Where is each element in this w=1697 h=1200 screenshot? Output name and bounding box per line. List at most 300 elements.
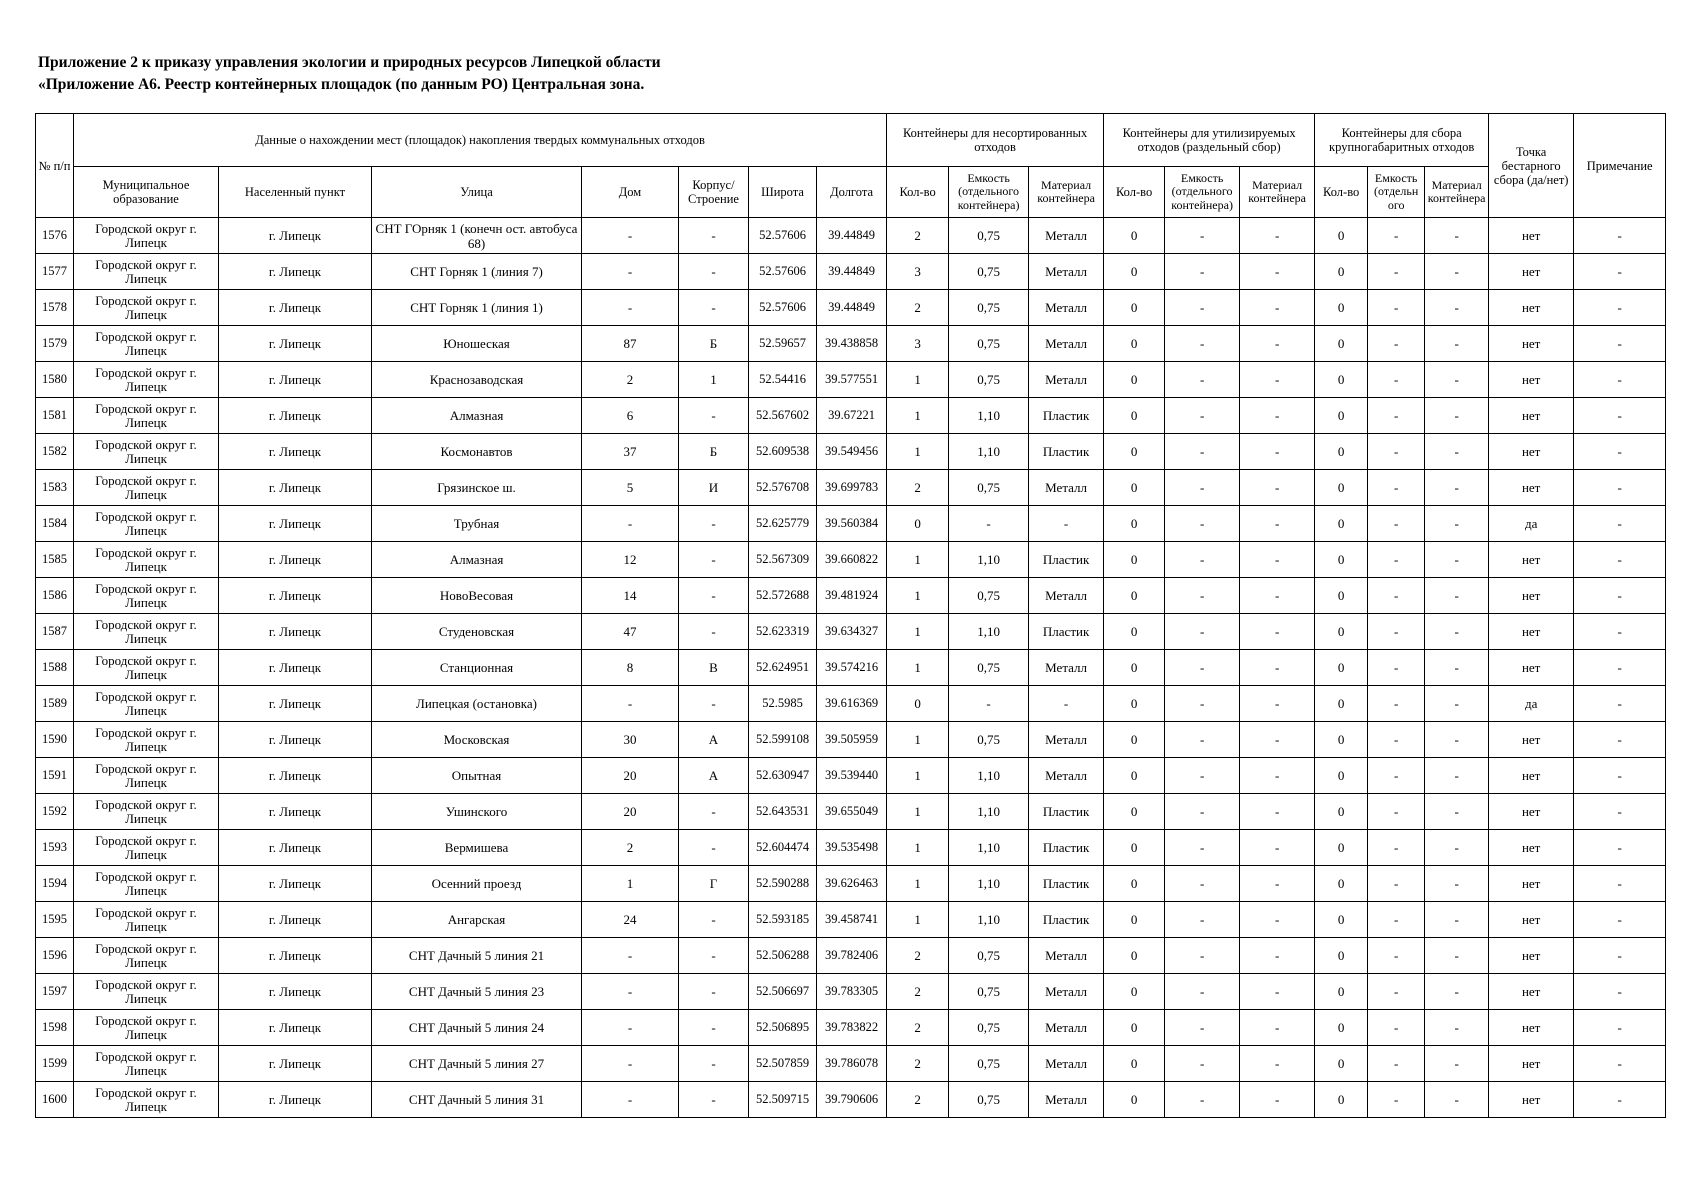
cell-bagless-point: да: [1489, 686, 1574, 722]
cell-building: И: [679, 470, 749, 506]
table-row: [36, 218, 1666, 254]
table-row: [36, 974, 1666, 1010]
cell-bagless-point: нет: [1489, 722, 1574, 758]
cell-municipality: Городской округ г. Липецк: [74, 578, 219, 614]
cell-unsorted-capacity: 0,75: [949, 578, 1029, 614]
cell-bagless-point: нет: [1489, 1082, 1574, 1118]
header-latitude: Широта: [749, 167, 817, 218]
cell-longitude: 39.44849: [817, 218, 887, 254]
cell-recyclable-capacity: -: [1165, 218, 1240, 254]
header-building: Корпус/ Строение: [679, 167, 749, 218]
cell-unsorted-material: -: [1029, 506, 1104, 542]
cell-latitude: 52.509715: [749, 1082, 817, 1118]
table-row: [36, 866, 1666, 902]
document-title: [38, 52, 661, 96]
cell-settlement: г. Липецк: [219, 506, 372, 542]
cell-latitude: 52.625779: [749, 506, 817, 542]
cell-street: Алмазная: [372, 542, 582, 578]
cell-bulky-qty: 0: [1315, 1046, 1368, 1082]
cell-bulky-qty: 0: [1315, 218, 1368, 254]
cell-unsorted-qty: 2: [887, 290, 949, 326]
cell-latitude: 52.567602: [749, 398, 817, 434]
cell-bulky-material: -: [1425, 974, 1489, 1010]
cell-bagless-point: нет: [1489, 1046, 1574, 1082]
cell-longitude: 39.782406: [817, 938, 887, 974]
cell-note: -: [1574, 362, 1666, 398]
cell-unsorted-qty: 1: [887, 362, 949, 398]
cell-municipality: Городской округ г. Липецк: [74, 506, 219, 542]
cell-bulky-qty: 0: [1315, 686, 1368, 722]
cell-latitude: 52.604474: [749, 830, 817, 866]
cell-note: -: [1574, 866, 1666, 902]
cell-note: -: [1574, 578, 1666, 614]
cell-recyclable-capacity: -: [1165, 1046, 1240, 1082]
cell-bulky-qty: 0: [1315, 794, 1368, 830]
cell-settlement: г. Липецк: [219, 398, 372, 434]
cell-recyclable-capacity: -: [1165, 866, 1240, 902]
cell-building: Г: [679, 866, 749, 902]
cell-bagless-point: нет: [1489, 254, 1574, 290]
cell-row-num: 1597: [36, 974, 74, 1010]
cell-unsorted-qty: 1: [887, 434, 949, 470]
cell-house: -: [582, 506, 679, 542]
cell-unsorted-material: Металл: [1029, 650, 1104, 686]
cell-bulky-capacity: -: [1368, 974, 1425, 1010]
cell-unsorted-material: Металл: [1029, 758, 1104, 794]
cell-house: -: [582, 290, 679, 326]
header-note: Примечание: [1574, 114, 1666, 218]
cell-unsorted-qty: 1: [887, 866, 949, 902]
cell-house: -: [582, 938, 679, 974]
cell-bagless-point: нет: [1489, 830, 1574, 866]
cell-bulky-material: -: [1425, 794, 1489, 830]
table-row: [36, 650, 1666, 686]
cell-street: СНТ Горняк 1 (линия 7): [372, 254, 582, 290]
cell-bulky-material: -: [1425, 506, 1489, 542]
cell-recyclable-qty: 0: [1104, 218, 1165, 254]
cell-bulky-qty: 0: [1315, 830, 1368, 866]
cell-row-num: 1581: [36, 398, 74, 434]
cell-row-num: 1577: [36, 254, 74, 290]
cell-house: 24: [582, 902, 679, 938]
cell-note: -: [1574, 326, 1666, 362]
cell-bulky-qty: 0: [1315, 542, 1368, 578]
cell-recyclable-qty: 0: [1104, 290, 1165, 326]
cell-latitude: 52.630947: [749, 758, 817, 794]
cell-unsorted-qty: 1: [887, 542, 949, 578]
cell-longitude: 39.699783: [817, 470, 887, 506]
cell-unsorted-capacity: 1,10: [949, 434, 1029, 470]
cell-note: -: [1574, 614, 1666, 650]
cell-recyclable-material: -: [1240, 722, 1315, 758]
cell-recyclable-qty: 0: [1104, 470, 1165, 506]
cell-building: -: [679, 1046, 749, 1082]
cell-recyclable-material: -: [1240, 902, 1315, 938]
cell-settlement: г. Липецк: [219, 290, 372, 326]
cell-recyclable-material: -: [1240, 362, 1315, 398]
cell-recyclable-capacity: -: [1165, 362, 1240, 398]
header-location-group: Данные о нахождении мест (площадок) накопления твердых коммунальных отходов: [74, 114, 887, 167]
cell-municipality: Городской округ г. Липецк: [74, 398, 219, 434]
cell-unsorted-capacity: 0,75: [949, 1082, 1029, 1118]
cell-bulky-material: -: [1425, 434, 1489, 470]
cell-bulky-qty: 0: [1315, 1010, 1368, 1046]
cell-note: -: [1574, 722, 1666, 758]
header-num: № п/п: [36, 114, 74, 218]
cell-recyclable-capacity: -: [1165, 902, 1240, 938]
table-row: [36, 470, 1666, 506]
cell-municipality: Городской округ г. Липецк: [74, 434, 219, 470]
table-row: [36, 326, 1666, 362]
cell-bagless-point: нет: [1489, 866, 1574, 902]
cell-house: 1: [582, 866, 679, 902]
cell-note: -: [1574, 902, 1666, 938]
cell-street: Вермишева: [372, 830, 582, 866]
cell-latitude: 52.623319: [749, 614, 817, 650]
cell-recyclable-capacity: -: [1165, 290, 1240, 326]
cell-row-num: 1590: [36, 722, 74, 758]
table-header: [36, 114, 1666, 218]
cell-house: 30: [582, 722, 679, 758]
cell-bulky-material: -: [1425, 938, 1489, 974]
cell-building: -: [679, 614, 749, 650]
header-street: Улица: [372, 167, 582, 218]
cell-longitude: 39.535498: [817, 830, 887, 866]
cell-street: СНТ Дачный 5 линия 27: [372, 1046, 582, 1082]
cell-bulky-material: -: [1425, 254, 1489, 290]
cell-unsorted-material: Металл: [1029, 578, 1104, 614]
cell-street: Краснозаводская: [372, 362, 582, 398]
cell-building: А: [679, 758, 749, 794]
cell-building: -: [679, 542, 749, 578]
cell-recyclable-qty: 0: [1104, 1010, 1165, 1046]
cell-bulky-capacity: -: [1368, 794, 1425, 830]
cell-bulky-capacity: -: [1368, 218, 1425, 254]
cell-latitude: 52.624951: [749, 650, 817, 686]
cell-unsorted-capacity: 1,10: [949, 614, 1029, 650]
cell-note: -: [1574, 542, 1666, 578]
header-house: Дом: [582, 167, 679, 218]
cell-recyclable-material: -: [1240, 830, 1315, 866]
cell-recyclable-capacity: -: [1165, 758, 1240, 794]
cell-settlement: г. Липецк: [219, 470, 372, 506]
cell-bulky-qty: 0: [1315, 398, 1368, 434]
cell-unsorted-material: Металл: [1029, 290, 1104, 326]
cell-longitude: 39.539440: [817, 758, 887, 794]
table-row: [36, 578, 1666, 614]
cell-settlement: г. Липецк: [219, 866, 372, 902]
cell-street: СНТ Горняк 1 (линия 1): [372, 290, 582, 326]
cell-unsorted-material: Металл: [1029, 1010, 1104, 1046]
cell-building: -: [679, 830, 749, 866]
header-recyclable-capacity: Емкость (отдельного контейнера): [1165, 167, 1240, 218]
cell-longitude: 39.790606: [817, 1082, 887, 1118]
cell-municipality: Городской округ г. Липецк: [74, 542, 219, 578]
cell-bulky-capacity: -: [1368, 398, 1425, 434]
cell-building: -: [679, 938, 749, 974]
cell-street: Осенний проезд: [372, 866, 582, 902]
cell-settlement: г. Липецк: [219, 362, 372, 398]
cell-municipality: Городской округ г. Липецк: [74, 1010, 219, 1046]
cell-unsorted-capacity: -: [949, 506, 1029, 542]
cell-house: 87: [582, 326, 679, 362]
cell-recyclable-capacity: -: [1165, 470, 1240, 506]
cell-recyclable-material: -: [1240, 938, 1315, 974]
cell-unsorted-capacity: 1,10: [949, 866, 1029, 902]
cell-house: -: [582, 1046, 679, 1082]
cell-longitude: 39.574216: [817, 650, 887, 686]
cell-recyclable-material: -: [1240, 290, 1315, 326]
cell-recyclable-capacity: -: [1165, 506, 1240, 542]
cell-recyclable-qty: 0: [1104, 578, 1165, 614]
cell-unsorted-material: Металл: [1029, 470, 1104, 506]
cell-unsorted-qty: 1: [887, 902, 949, 938]
cell-longitude: 39.438858: [817, 326, 887, 362]
cell-unsorted-qty: 1: [887, 650, 949, 686]
cell-bulky-capacity: -: [1368, 542, 1425, 578]
cell-bulky-capacity: -: [1368, 938, 1425, 974]
cell-bulky-qty: 0: [1315, 614, 1368, 650]
cell-bulky-capacity: -: [1368, 434, 1425, 470]
cell-house: 2: [582, 362, 679, 398]
cell-bulky-capacity: -: [1368, 1046, 1425, 1082]
cell-bulky-capacity: -: [1368, 830, 1425, 866]
cell-bulky-capacity: -: [1368, 1010, 1425, 1046]
cell-bulky-capacity: -: [1368, 362, 1425, 398]
cell-settlement: г. Липецк: [219, 1082, 372, 1118]
cell-settlement: г. Липецк: [219, 614, 372, 650]
cell-unsorted-capacity: 0,75: [949, 938, 1029, 974]
cell-unsorted-material: Пластик: [1029, 902, 1104, 938]
cell-bagless-point: нет: [1489, 470, 1574, 506]
cell-unsorted-material: Пластик: [1029, 542, 1104, 578]
cell-street: СНТ Дачный 5 линия 31: [372, 1082, 582, 1118]
cell-bagless-point: нет: [1489, 1010, 1574, 1046]
cell-unsorted-qty: 2: [887, 938, 949, 974]
cell-bulky-qty: 0: [1315, 1082, 1368, 1118]
cell-longitude: 39.481924: [817, 578, 887, 614]
cell-recyclable-qty: 0: [1104, 506, 1165, 542]
cell-recyclable-material: -: [1240, 578, 1315, 614]
cell-note: -: [1574, 1046, 1666, 1082]
cell-bulky-qty: 0: [1315, 938, 1368, 974]
cell-latitude: 52.507859: [749, 1046, 817, 1082]
cell-bulky-material: -: [1425, 650, 1489, 686]
cell-house: 12: [582, 542, 679, 578]
cell-recyclable-capacity: -: [1165, 326, 1240, 362]
container-sites-registry-table: [35, 113, 1666, 1118]
cell-recyclable-qty: 0: [1104, 686, 1165, 722]
cell-longitude: 39.783822: [817, 1010, 887, 1046]
cell-recyclable-capacity: -: [1165, 578, 1240, 614]
cell-municipality: Городской округ г. Липецк: [74, 470, 219, 506]
cell-street: Юношеская: [372, 326, 582, 362]
cell-recyclable-material: -: [1240, 254, 1315, 290]
cell-unsorted-capacity: -: [949, 686, 1029, 722]
cell-latitude: 52.54416: [749, 362, 817, 398]
cell-recyclable-material: -: [1240, 434, 1315, 470]
cell-street: Станционная: [372, 650, 582, 686]
cell-house: -: [582, 974, 679, 1010]
cell-bulky-capacity: -: [1368, 650, 1425, 686]
cell-bagless-point: да: [1489, 506, 1574, 542]
cell-bulky-capacity: -: [1368, 470, 1425, 506]
cell-recyclable-qty: 0: [1104, 254, 1165, 290]
cell-settlement: г. Липецк: [219, 1046, 372, 1082]
cell-bagless-point: нет: [1489, 938, 1574, 974]
cell-latitude: 52.506697: [749, 974, 817, 1010]
cell-bulky-capacity: -: [1368, 758, 1425, 794]
table-row: [36, 830, 1666, 866]
cell-unsorted-material: Металл: [1029, 218, 1104, 254]
table-row: [36, 362, 1666, 398]
cell-building: -: [679, 1082, 749, 1118]
cell-street: Ушинского: [372, 794, 582, 830]
cell-recyclable-material: -: [1240, 542, 1315, 578]
cell-settlement: г. Липецк: [219, 578, 372, 614]
cell-municipality: Городской округ г. Липецк: [74, 722, 219, 758]
table-row: [36, 938, 1666, 974]
cell-unsorted-qty: 2: [887, 974, 949, 1010]
header-longitude: Долгота: [817, 167, 887, 218]
cell-street: Московская: [372, 722, 582, 758]
cell-municipality: Городской округ г. Липецк: [74, 830, 219, 866]
cell-bulky-material: -: [1425, 1082, 1489, 1118]
cell-bulky-qty: 0: [1315, 434, 1368, 470]
table-row: [36, 1010, 1666, 1046]
cell-municipality: Городской округ г. Липецк: [74, 290, 219, 326]
cell-note: -: [1574, 1082, 1666, 1118]
cell-longitude: 39.560384: [817, 506, 887, 542]
header-settlement: Населенный пункт: [219, 167, 372, 218]
cell-settlement: г. Липецк: [219, 938, 372, 974]
cell-row-num: 1589: [36, 686, 74, 722]
cell-recyclable-capacity: -: [1165, 1082, 1240, 1118]
cell-note: -: [1574, 254, 1666, 290]
cell-street: СНТ Дачный 5 линия 23: [372, 974, 582, 1010]
cell-street: Студеновская: [372, 614, 582, 650]
cell-recyclable-qty: 0: [1104, 614, 1165, 650]
cell-recyclable-material: -: [1240, 650, 1315, 686]
cell-latitude: 52.567309: [749, 542, 817, 578]
cell-longitude: 39.660822: [817, 542, 887, 578]
cell-row-num: 1580: [36, 362, 74, 398]
cell-house: 47: [582, 614, 679, 650]
cell-settlement: г. Липецк: [219, 830, 372, 866]
cell-unsorted-qty: 1: [887, 758, 949, 794]
cell-municipality: Городской округ г. Липецк: [74, 650, 219, 686]
cell-recyclable-capacity: -: [1165, 614, 1240, 650]
cell-house: 6: [582, 398, 679, 434]
cell-unsorted-qty: 3: [887, 254, 949, 290]
cell-bulky-material: -: [1425, 578, 1489, 614]
cell-municipality: Городской округ г. Липецк: [74, 758, 219, 794]
cell-house: 5: [582, 470, 679, 506]
cell-bulky-material: -: [1425, 290, 1489, 326]
cell-bulky-qty: 0: [1315, 470, 1368, 506]
title-line-1: Приложение 2 к приказу управления экологии и природных ресурсов Липецкой области: [38, 54, 661, 71]
cell-unsorted-capacity: 0,75: [949, 1010, 1029, 1046]
cell-recyclable-material: -: [1240, 614, 1315, 650]
cell-note: -: [1574, 686, 1666, 722]
cell-building: -: [679, 902, 749, 938]
cell-note: -: [1574, 506, 1666, 542]
cell-longitude: 39.458741: [817, 902, 887, 938]
cell-unsorted-capacity: 0,75: [949, 290, 1029, 326]
cell-longitude: 39.626463: [817, 866, 887, 902]
cell-latitude: 52.57606: [749, 290, 817, 326]
cell-recyclable-material: -: [1240, 218, 1315, 254]
cell-bulky-capacity: -: [1368, 1082, 1425, 1118]
cell-recyclable-qty: 0: [1104, 830, 1165, 866]
cell-row-num: 1587: [36, 614, 74, 650]
cell-settlement: г. Липецк: [219, 1010, 372, 1046]
cell-bulky-qty: 0: [1315, 578, 1368, 614]
cell-recyclable-material: -: [1240, 506, 1315, 542]
cell-unsorted-qty: 0: [887, 686, 949, 722]
cell-street: СНТ Дачный 5 линия 21: [372, 938, 582, 974]
header-recyclable-group: Контейнеры для утилизируемых отходов (раздельный сбор): [1104, 114, 1315, 167]
cell-recyclable-material: -: [1240, 1046, 1315, 1082]
cell-recyclable-material: -: [1240, 794, 1315, 830]
cell-unsorted-qty: 1: [887, 398, 949, 434]
cell-bulky-qty: 0: [1315, 758, 1368, 794]
cell-recyclable-capacity: -: [1165, 830, 1240, 866]
header-recyclable-qty: Кол-во: [1104, 167, 1165, 218]
cell-bulky-qty: 0: [1315, 974, 1368, 1010]
cell-note: -: [1574, 794, 1666, 830]
cell-bagless-point: нет: [1489, 362, 1574, 398]
cell-recyclable-material: -: [1240, 326, 1315, 362]
cell-longitude: 39.655049: [817, 794, 887, 830]
cell-latitude: 52.5985: [749, 686, 817, 722]
cell-building: В: [679, 650, 749, 686]
cell-unsorted-material: Металл: [1029, 938, 1104, 974]
table-row: [36, 686, 1666, 722]
cell-bulky-material: -: [1425, 830, 1489, 866]
cell-building: -: [679, 578, 749, 614]
cell-bagless-point: нет: [1489, 290, 1574, 326]
cell-row-num: 1585: [36, 542, 74, 578]
cell-recyclable-capacity: -: [1165, 398, 1240, 434]
cell-unsorted-material: Металл: [1029, 1046, 1104, 1082]
cell-note: -: [1574, 290, 1666, 326]
header-unsorted-capacity: Емкость (отдельного контейнера): [949, 167, 1029, 218]
cell-bulky-qty: 0: [1315, 722, 1368, 758]
cell-row-num: 1583: [36, 470, 74, 506]
cell-longitude: 39.616369: [817, 686, 887, 722]
cell-unsorted-material: Металл: [1029, 254, 1104, 290]
cell-longitude: 39.783305: [817, 974, 887, 1010]
cell-recyclable-qty: 0: [1104, 326, 1165, 362]
cell-recyclable-capacity: -: [1165, 254, 1240, 290]
cell-recyclable-qty: 0: [1104, 938, 1165, 974]
header-unsorted-material: Материал контейнера: [1029, 167, 1104, 218]
header-bulky-capacity: Емкость (отдельн ого: [1368, 167, 1425, 218]
cell-municipality: Городской округ г. Липецк: [74, 866, 219, 902]
cell-settlement: г. Липецк: [219, 758, 372, 794]
cell-recyclable-qty: 0: [1104, 1046, 1165, 1082]
cell-unsorted-capacity: 1,10: [949, 758, 1029, 794]
cell-recyclable-material: -: [1240, 398, 1315, 434]
cell-note: -: [1574, 218, 1666, 254]
cell-unsorted-capacity: 0,75: [949, 1046, 1029, 1082]
cell-unsorted-capacity: 1,10: [949, 542, 1029, 578]
cell-unsorted-capacity: 0,75: [949, 722, 1029, 758]
cell-unsorted-material: Пластик: [1029, 614, 1104, 650]
table-row: [36, 506, 1666, 542]
cell-municipality: Городской округ г. Липецк: [74, 686, 219, 722]
